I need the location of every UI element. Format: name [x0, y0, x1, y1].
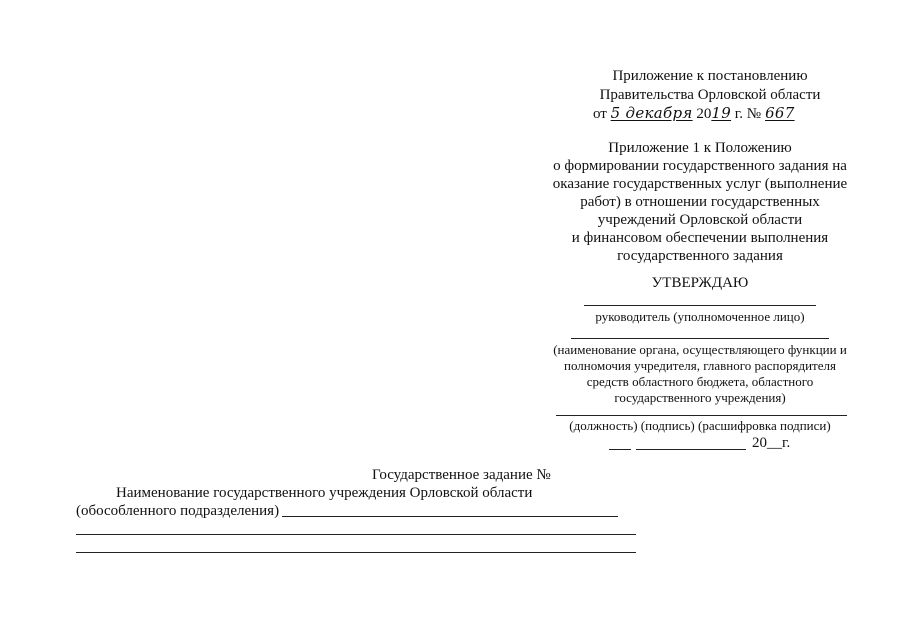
- appendix-block-line: о формировании государственного задания на: [553, 158, 847, 174]
- appendix-ref-line2: Правительства Орловской области: [599, 87, 821, 103]
- subdivision-fill-line: [282, 516, 618, 517]
- head-caption: руководитель (уполномоченное лицо): [595, 309, 805, 324]
- approval-title: УТВЕРЖДАЮ: [651, 275, 749, 291]
- appendix-block-line: государственного задания: [617, 248, 783, 264]
- appendix-block-line: учреждений Орловской области: [597, 212, 803, 228]
- decree-date-line: [593, 104, 795, 123]
- org-caption: [545, 342, 855, 406]
- blank-line-1: [76, 534, 636, 535]
- subdivision-label: (обособленного подразделения): [76, 503, 280, 519]
- appendix-block-line: Приложение 1 к Положению: [608, 140, 792, 156]
- org-caption-line: полномочия учредителя, главного распорядителя: [564, 358, 836, 373]
- number-label: г. №: [734, 106, 762, 122]
- appendix-block-line: работ) в отношении государственных: [580, 194, 820, 210]
- position-signature-line: [556, 415, 847, 416]
- date-day-line: [609, 449, 631, 450]
- org-caption-line: государственного учреждения): [614, 390, 786, 405]
- appendix-block-line: и финансовом обеспечении выполнения: [571, 230, 829, 246]
- org-name-line: [571, 338, 829, 339]
- signature-caption: (должность) (подпись) (расшифровка подписи): [569, 418, 831, 433]
- handwritten-number: 667: [765, 104, 795, 122]
- appendix-block: [545, 139, 855, 265]
- blank-line-2: [76, 552, 636, 553]
- institution-label: Наименование государственного учреждения Орловской области: [116, 485, 533, 501]
- org-caption-line: (наименование органа, осуществляющего функции и: [553, 342, 847, 357]
- appendix-block-line: оказание государственных услуг (выполнение: [552, 176, 848, 192]
- org-caption-line: средств областного бюджета, областного: [586, 374, 814, 389]
- appendix-ref-line1: Приложение к постановлению: [612, 68, 808, 84]
- task-title: Государственное задание №: [372, 467, 551, 483]
- handwritten-date: 5 декабря: [610, 104, 693, 122]
- year-prefix: 20: [696, 106, 712, 122]
- date-prefix: от: [593, 106, 607, 122]
- date-month-line: [636, 449, 746, 450]
- head-signature-line: [584, 305, 816, 306]
- approval-date-year: 20__г.: [752, 435, 791, 451]
- handwritten-year: 19: [711, 104, 732, 122]
